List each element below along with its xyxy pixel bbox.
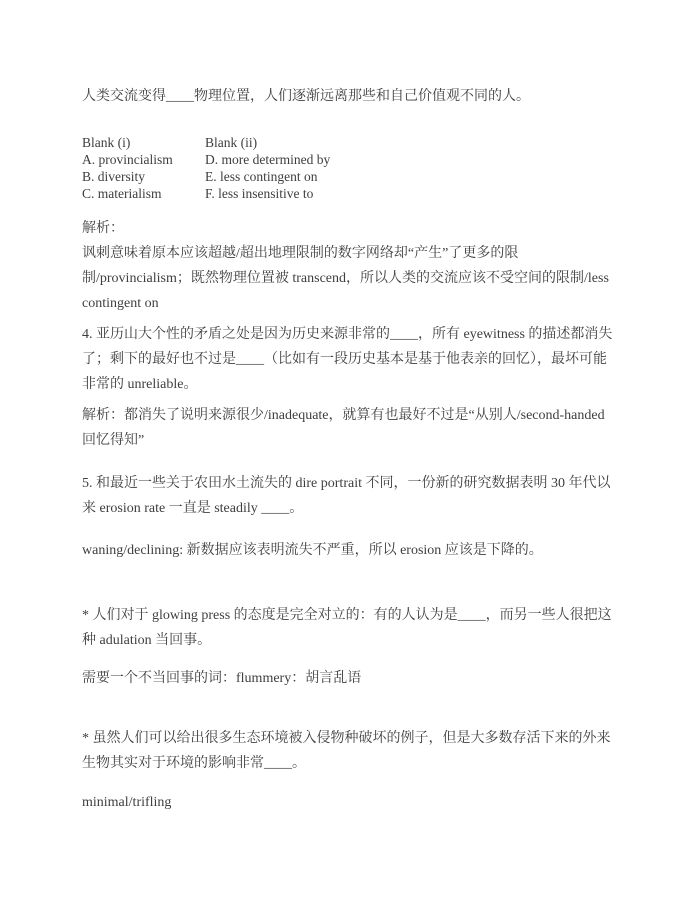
question-top-analysis-text: 讽刺意味着原本应该超越/超出地理限制的数字网络却“产生”了更多的限制/provincialism；既然物理位置被 transcend，所以人类的交流应该不受空间的限制/less contingent on: [82, 246, 609, 311]
question-7-stem: * 虽然人们可以给出很多生态环境被入侵物种破坏的例子，但是大多数存活下来的外来生物其实对于环境的影响非常____。: [82, 731, 611, 771]
option-f: F. less insensitive to: [205, 186, 314, 201]
question-block-7: [82, 726, 615, 815]
blank-ii-column: [205, 134, 615, 202]
question-6-stem: * 人们对于 glowing press 的态度是完全对立的：有的人认为是____，而另一些人很把这种 adulation 当回事。: [82, 608, 612, 648]
option-e: E. less contingent on: [205, 169, 318, 184]
question-4-analysis: 解析：都消失了说明来源很少/inadequate，就算有也最好不过是“从别人/second-handed 回忆得知”: [82, 408, 605, 448]
options-table: [82, 134, 615, 202]
question-4-stem: 4. 亚历山大个性的矛盾之处是因为历史来源非常的____，所有 eyewitness 的描述都消失了；剩下的最好也不过是____（比如有一段历史基本是基于他表亲的回忆），最坏可能非常的 unreliable。: [82, 327, 613, 392]
option-c: C. materialism: [82, 186, 162, 201]
question-top-analysis-label: 解析：: [82, 221, 124, 236]
question-block-4: [82, 322, 615, 453]
question-block-6: [82, 603, 615, 691]
question-7-analysis: minimal/trifling: [82, 795, 172, 810]
blank-ii-header: Blank (ii): [205, 135, 258, 150]
question-top-stem: 人类交流变得____物理位置，人们逐渐远离那些和自己价值观不同的人。: [82, 89, 530, 104]
option-a: A. provincialism: [82, 152, 173, 167]
question-block-top: [82, 84, 615, 316]
question-5-stem: 5. 和最近一些关于农田水土流失的 dire portrait 不同，一份新的研究数据表明 30 年代以来 erosion rate 一直是 steadily ____。: [82, 476, 611, 516]
option-d: D. more determined by: [205, 152, 331, 167]
question-6-analysis: 需要一个不当回事的词：flummery：胡言乱语: [82, 671, 362, 686]
question-5-analysis: waning/declining: 新数据应该表明流失不严重，所以 erosion 应该是下降的。: [82, 543, 543, 558]
option-b: B. diversity: [82, 169, 145, 184]
blank-i-column: [82, 134, 205, 202]
blank-i-header: Blank (i): [82, 135, 131, 150]
document-content: [82, 84, 615, 815]
question-block-5: [82, 471, 615, 563]
